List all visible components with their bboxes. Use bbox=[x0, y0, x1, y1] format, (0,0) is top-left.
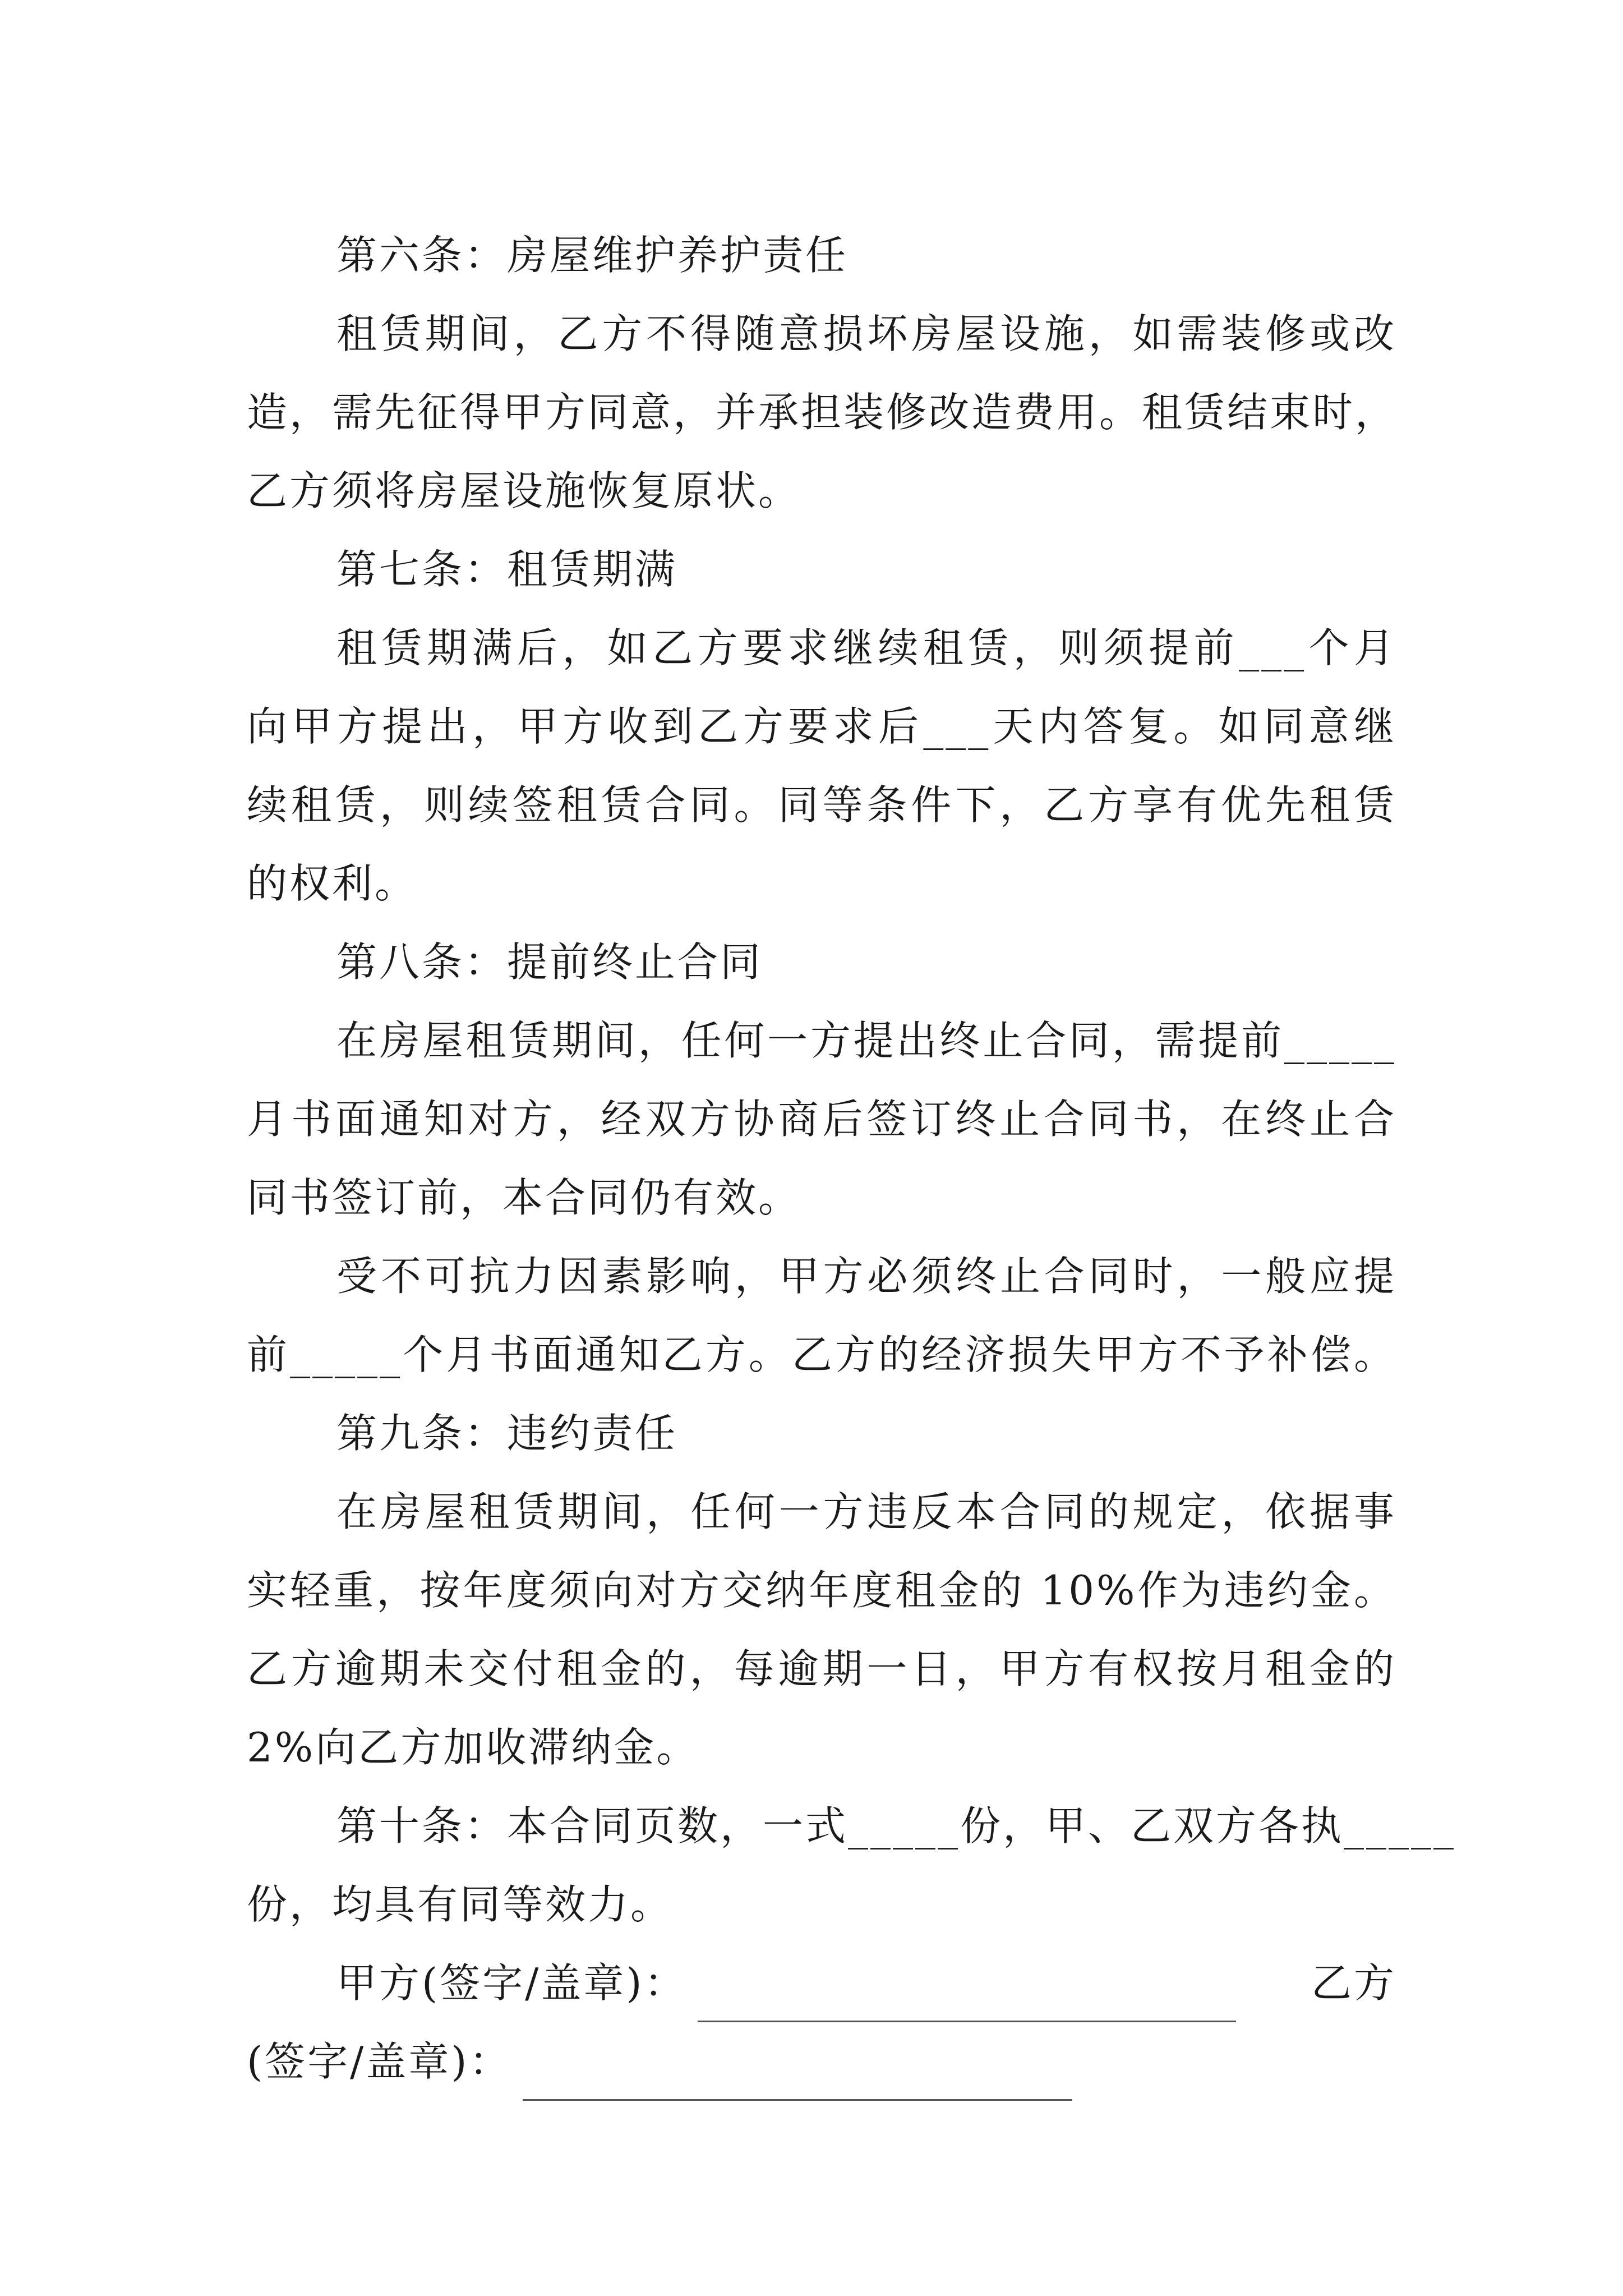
text-line-a10-l2: 份，均具有同等效力。 bbox=[247, 1881, 674, 1928]
signature-row-2 bbox=[247, 2022, 1396, 2101]
text-line-a6-p1-l3: 乙方须将房屋设施恢复原状。 bbox=[247, 467, 801, 514]
text-line-a8-title: 第八条：提前终止合同 bbox=[336, 938, 763, 986]
text-line-a9-p1-l1: 在房屋租赁期间，任何一方违反本合同的规定，依据事 bbox=[336, 1488, 1396, 1535]
text-line-a8-p1-l2: 月书面通知对方，经双方协商后签订终止合同书，在终止合 bbox=[247, 1096, 1396, 1143]
text-line-a9-p1-l4: 2%向乙方加收滞纳金。 bbox=[247, 1724, 699, 1771]
party-b-sign-label: (签字/盖章)： bbox=[247, 2038, 512, 2085]
party-b-signature-line[interactable] bbox=[523, 2049, 1072, 2101]
text-line-a9-p1-l2: 实轻重，按年度须向对方交纳年度租金的 10%作为违约金。 bbox=[247, 1567, 1396, 1614]
text-line-a8-p2-l1: 受不可抗力因素影响，甲方必须终止合同时，一般应提 bbox=[336, 1253, 1396, 1300]
text-line-a6-p1-l1: 租赁期间，乙方不得随意损坏房屋设施，如需装修或改 bbox=[336, 310, 1396, 357]
party-a-label: 甲方(签字/盖章)： bbox=[336, 1959, 687, 2007]
text-line-a6-p1-l2: 造，需先征得甲方同意，并承担装修改造费用。租赁结束时， bbox=[247, 389, 1398, 436]
party-b-label: 乙方 bbox=[1311, 1959, 1396, 2007]
text-line-a7-p1-l1: 租赁期满后，如乙方要求继续租赁，则须提前___个月 bbox=[336, 624, 1396, 671]
text-line-a7-title: 第七条：租赁期满 bbox=[336, 546, 678, 593]
text-line-a7-p1-l3: 续租赁，则续签租赁合同。同等条件下，乙方享有优先租赁 bbox=[247, 781, 1396, 829]
text-line-a10-l1: 第十条：本合同页数，一式_____份，甲、乙双方各执_____ bbox=[336, 1802, 1456, 1849]
text-line-a8-p2-l2: 前_____个月书面通知乙方。乙方的经济损失甲方不予补偿。 bbox=[247, 1331, 1396, 1378]
contract-page bbox=[247, 216, 1456, 2101]
text-line-a8-p1-l1: 在房屋租赁期间，任何一方提出终止合同，需提前_____ bbox=[336, 1017, 1396, 1064]
text-line-a7-p1-l2: 向甲方提出，甲方收到乙方要求后___天内答复。如同意继 bbox=[247, 703, 1396, 750]
text-line-a9-title: 第九条：违约责任 bbox=[336, 1410, 678, 1457]
text-line-a8-p1-l3: 同书签订前，本合同仍有效。 bbox=[247, 1174, 801, 1221]
text-line-a7-p1-l4: 的权利。 bbox=[247, 860, 418, 907]
contract-body bbox=[247, 216, 1456, 1944]
text-line-a9-p1-l3: 乙方逾期未交付租金的，每逾期一日，甲方有权按月租金的 bbox=[247, 1645, 1396, 1692]
text-line-a6-title: 第六条：房屋维护养护责任 bbox=[336, 232, 849, 279]
party-a-signature-line[interactable] bbox=[698, 1970, 1236, 2022]
signature-row-1 bbox=[247, 1944, 1396, 2022]
